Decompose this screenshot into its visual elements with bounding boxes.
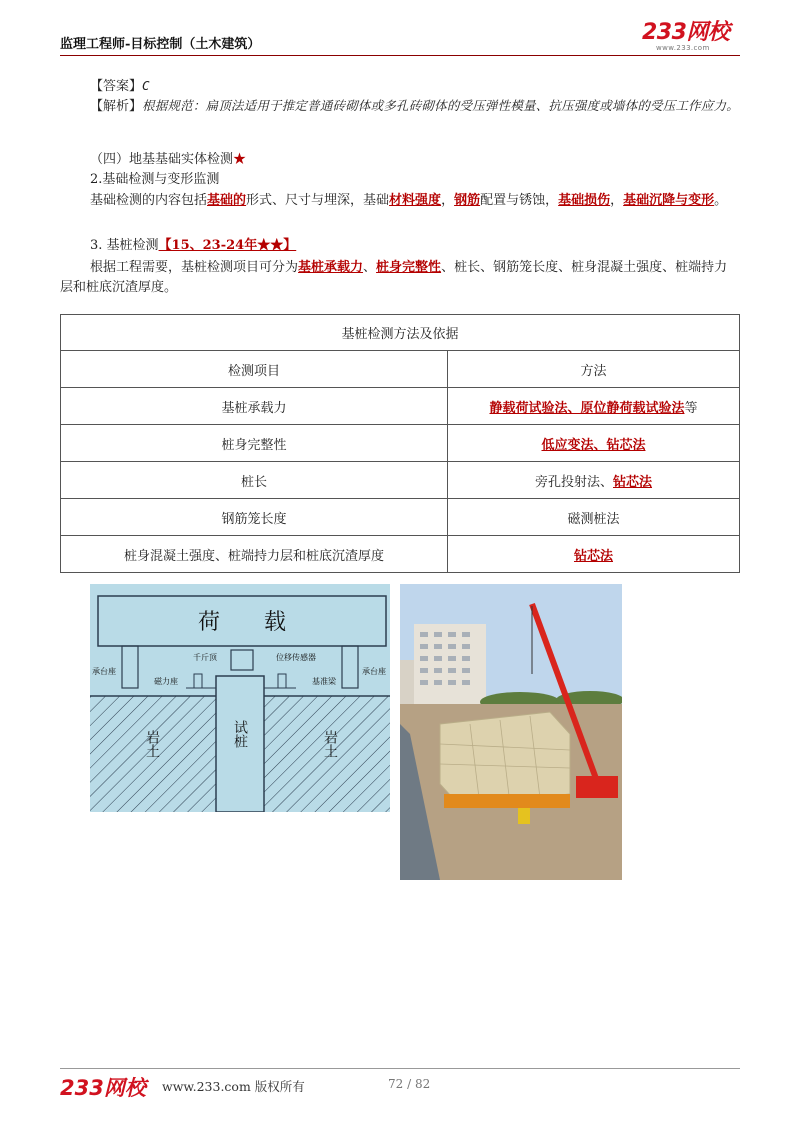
column-header-method: 方法 xyxy=(448,351,740,388)
column-header-item: 检测项目 xyxy=(61,351,448,388)
soil-label-right: 岩土 xyxy=(322,730,338,758)
pile-detection-paragraph xyxy=(60,258,740,298)
answer-line xyxy=(60,76,740,97)
method-highlight: 钻芯法 xyxy=(573,548,613,564)
cap-right-label: 承台座 xyxy=(362,667,386,676)
jack-label: 千斤顶 xyxy=(193,653,217,662)
method-highlight: 静载荷试验法、原位静荷载试验法 xyxy=(489,400,685,416)
text-run: 基础检测的内容包括 xyxy=(90,193,208,208)
text-run: 根据工程需要，基桩检测项目可分为 xyxy=(90,260,299,275)
keyword-highlight: 材料强度 xyxy=(389,193,442,208)
table-row xyxy=(61,499,740,536)
subsection-heading-3 xyxy=(60,236,740,256)
building-left xyxy=(400,660,414,704)
steel-beam xyxy=(444,794,570,808)
row-item: 钢筋笼长度 xyxy=(61,499,448,536)
subsection-heading-2: 2.基础检测与变形监测 xyxy=(90,172,220,187)
text-run: 、桩长、钢筋笼长度、桩身混凝土强度、桩端持力层和桩底沉渣厚度。 xyxy=(60,260,728,295)
pile-label: 试桩 xyxy=(232,720,248,748)
text-run: 。 xyxy=(714,193,728,208)
logo-url: www.233.com xyxy=(656,44,710,52)
table-row xyxy=(61,388,740,425)
magnet-label: 磁力座 xyxy=(154,677,178,686)
answer-value: C xyxy=(142,78,150,93)
load-test-site-photo xyxy=(400,584,622,880)
text-run: 形式、尺寸与埋深，基础 xyxy=(246,193,390,208)
analysis-text: 根据规范：扁顶法适用于推定普通砖砌体或多孔砖砌体的受压弹性模量、抗压强度或墙体的受压工作应力。 xyxy=(142,98,739,113)
row-item: 桩身混凝土强度、桩端持力层和桩底沉渣厚度 xyxy=(61,536,448,573)
text-run: ， xyxy=(610,193,624,208)
table-row xyxy=(61,462,740,499)
row-method xyxy=(448,462,740,499)
star-icon: ★ xyxy=(233,152,247,167)
row-method xyxy=(448,388,740,425)
answer-label: 【答案】 xyxy=(90,79,143,94)
method-text: 等 xyxy=(684,400,698,416)
keyword-highlight: 基础沉降与变形 xyxy=(623,193,715,208)
row-item: 桩身完整性 xyxy=(61,425,448,462)
table-row xyxy=(61,425,740,462)
foundation-detection-paragraph xyxy=(60,191,740,211)
footer-copyright: www.233.com 版权所有 xyxy=(162,1079,305,1094)
exam-year-tag: 【15、23-24年★★】 xyxy=(158,238,297,253)
pile-detection-table xyxy=(60,314,740,573)
document-header-title: 监理工程师-目标控制（土木建筑） xyxy=(60,37,261,52)
jack xyxy=(518,808,530,824)
table-header-row xyxy=(61,351,740,388)
row-method xyxy=(448,425,740,462)
row-method: 磁测桩法 xyxy=(448,499,740,536)
footer-logo[interactable]: 233网校 xyxy=(60,1076,146,1100)
method-text: 旁孔投射法、 xyxy=(534,474,613,490)
table-caption: 基桩检测方法及依据 xyxy=(61,315,740,351)
text-run: ， xyxy=(441,193,455,208)
analysis-paragraph xyxy=(60,96,740,117)
keyword-highlight: 基桩承载力 xyxy=(298,260,364,275)
row-item: 基桩承载力 xyxy=(61,388,448,425)
static-load-test-diagram xyxy=(90,584,390,812)
subsection-title: 3. 基桩检测 xyxy=(90,238,159,253)
row-item: 桩长 xyxy=(61,462,448,499)
section-title: （四）地基基础实体检测 xyxy=(90,152,234,167)
keyword-highlight: 桩身完整性 xyxy=(376,260,442,275)
method-highlight: 低应变法、钻芯法 xyxy=(541,437,646,453)
crane-body xyxy=(576,776,618,798)
page-number: 72 / 82 xyxy=(388,1077,431,1091)
cap-left-label: 承台座 xyxy=(92,667,116,676)
logo-text: 233网校 xyxy=(642,20,730,45)
row-method xyxy=(448,536,740,573)
beam-label: 基准梁 xyxy=(312,677,336,686)
table-caption-row xyxy=(61,315,740,351)
method-highlight: 钻芯法 xyxy=(613,474,653,490)
soil-label-left: 岩土 xyxy=(144,730,160,758)
keyword-highlight: 基础损伤 xyxy=(558,193,611,208)
footer-divider xyxy=(60,1068,740,1069)
keyword-highlight: 基础的 xyxy=(207,193,247,208)
section-heading xyxy=(60,150,740,170)
brand-logo[interactable] xyxy=(642,22,738,56)
sensor-label: 位移传感器 xyxy=(276,653,316,662)
text-run: 、 xyxy=(363,260,377,275)
analysis-label: 【解析】 xyxy=(90,99,143,114)
text-run: 配置与锈蚀， xyxy=(480,193,559,208)
load-label: 荷 载 xyxy=(197,610,287,635)
keyword-highlight: 钢筋 xyxy=(454,193,481,208)
table-row xyxy=(61,536,740,573)
header-divider xyxy=(60,55,740,56)
